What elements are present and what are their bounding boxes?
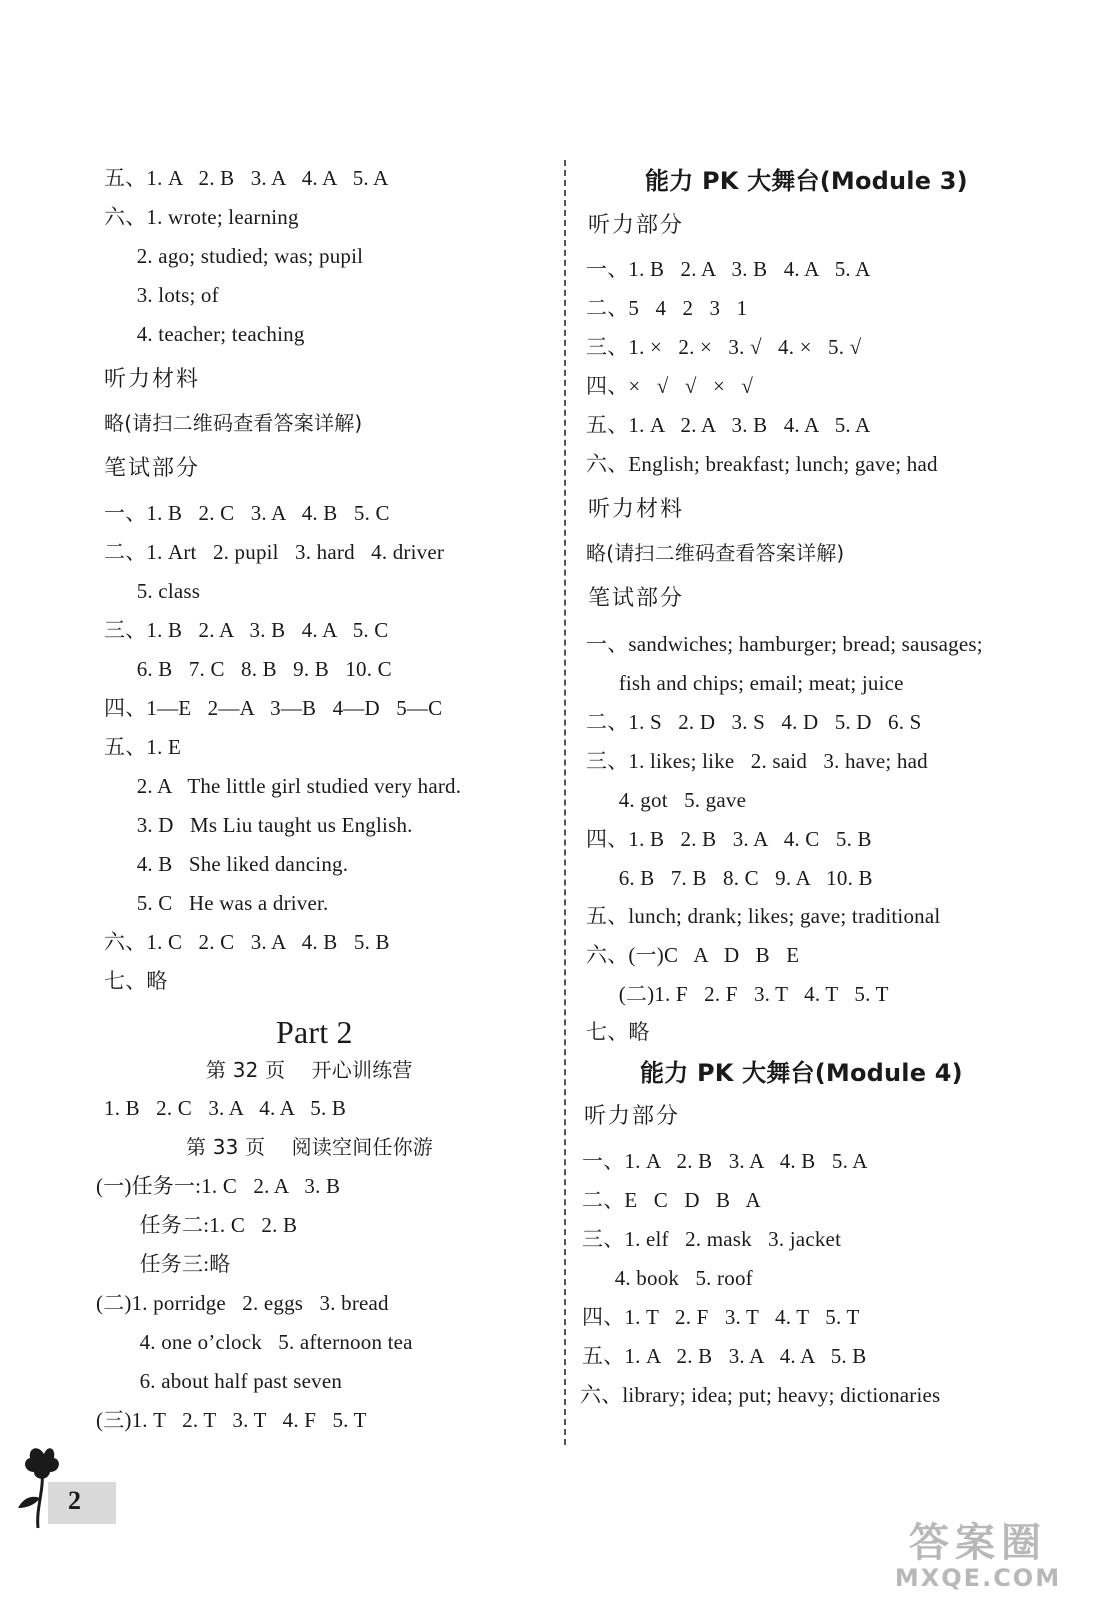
left-column-line: 一、1. B 2. C 3. A 4. B 5. C: [104, 501, 390, 525]
right-column-line: 六、library; idea; put; heavy; dictionaries: [580, 1383, 941, 1407]
left-column-line: 4. teacher; teaching: [104, 322, 305, 346]
right-column-line: 能力 PK 大舞台(Module 4): [640, 1059, 963, 1087]
right-column-line: 六、(一)C A D B E: [586, 943, 800, 967]
right-column-line: 4. book 5. roof: [582, 1266, 753, 1290]
left-column-line: 四、1—E 2—A 3—B 4—D 5—C: [104, 696, 443, 720]
watermark-logo: 答案圈: [909, 1520, 1047, 1566]
right-column-line: 五、lunch; drank; likes; gave; traditional: [586, 904, 941, 928]
left-column-line: 6. B 7. C 8. B 9. B 10. C: [104, 657, 392, 681]
right-column-line: 能力 PK 大舞台(Module 3): [645, 167, 968, 195]
right-column-line: 听力材料: [588, 497, 685, 522]
right-column-line: 二、5 4 2 3 1: [586, 296, 748, 320]
page-number: 2: [68, 1486, 81, 1515]
left-column-line: 五、1. E: [104, 735, 182, 759]
watermark-url: MXQE.COM: [894, 1564, 1062, 1592]
left-column-line: 笔试部分: [104, 456, 201, 481]
left-column-line: 6. about half past seven: [96, 1369, 343, 1393]
right-column-line: (二)1. F 2. F 3. T 4. T 5. T: [586, 982, 889, 1006]
left-column-line: 略(请扫二维码查看答案详解): [104, 411, 363, 435]
right-column-line: 五、1. A 2. B 3. A 4. A 5. B: [582, 1344, 867, 1368]
left-column-line: 任务三:略: [96, 1252, 231, 1276]
right-column-line: 四、× √ √ × √: [586, 374, 754, 398]
left-column-line: 4. B She liked dancing.: [104, 852, 349, 876]
left-column-line: 3. D Ms Liu taught us English.: [104, 813, 413, 837]
left-column-line: 第 33 页 阅读空间任你游: [186, 1135, 433, 1159]
left-column-line: 六、1. wrote; learning: [104, 205, 299, 229]
right-column-line: 三、1. elf 2. mask 3. jacket: [582, 1227, 842, 1251]
left-column-line: 七、略: [104, 969, 168, 993]
right-column-line: 6. B 7. B 8. C 9. A 10. B: [586, 866, 873, 890]
right-column-line: 三、1. likes; like 2. said 3. have; had: [586, 749, 928, 773]
left-column-line: 5. C He was a driver.: [104, 891, 329, 915]
right-column-line: 听力部分: [584, 1104, 681, 1129]
right-column-line: 笔试部分: [588, 586, 685, 611]
watermark: [878, 1520, 1078, 1592]
left-column-line: 听力材料: [104, 367, 201, 392]
left-column-line: 4. one o’clock 5. afternoon tea: [96, 1330, 413, 1354]
left-column-line: 三、1. B 2. A 3. B 4. A 5. C: [104, 618, 389, 642]
right-column-line: 四、1. B 2. B 3. A 4. C 5. B: [586, 827, 872, 851]
left-column-line: 五、1. A 2. B 3. A 4. A 5. A: [104, 166, 389, 190]
left-column-line: Part 2: [276, 1014, 353, 1050]
column-divider: [564, 160, 566, 1445]
right-column-line: 一、1. B 2. A 3. B 4. A 5. A: [586, 257, 871, 281]
left-column-line: 3. lots; of: [104, 283, 219, 307]
right-column-line: 三、1. × 2. × 3. √ 4. × 5. √: [586, 335, 862, 359]
right-column-line: 一、1. A 2. B 3. A 4. B 5. A: [582, 1149, 868, 1173]
page-number-badge: [8, 1438, 118, 1530]
right-column-line: fish and chips; email; meat; juice: [586, 671, 904, 695]
left-column-line: 1. B 2. C 3. A 4. A 5. B: [104, 1096, 347, 1120]
right-column-line: 听力部分: [588, 213, 685, 238]
right-column-line: 一、sandwiches; hamburger; bread; sausages;: [586, 632, 983, 656]
left-column-line: 5. class: [104, 579, 201, 603]
left-column-line: 第 32 页 开心训练营: [206, 1058, 413, 1082]
left-column-line: (三)1. T 2. T 3. T 4. F 5. T: [96, 1408, 367, 1432]
right-column-line: 五、1. A 2. A 3. B 4. A 5. A: [586, 413, 871, 437]
right-column-line: 六、English; breakfast; lunch; gave; had: [586, 452, 938, 476]
left-column-line: 任务二:1. C 2. B: [96, 1213, 298, 1237]
left-column-line: (一)任务一:1. C 2. A 3. B: [96, 1174, 341, 1198]
left-column-line: 六、1. C 2. C 3. A 4. B 5. B: [104, 930, 390, 954]
rose-icon: [8, 1438, 118, 1530]
left-column-line: 二、1. Art 2. pupil 3. hard 4. driver: [104, 540, 445, 564]
right-column-line: 二、1. S 2. D 3. S 4. D 5. D 6. S: [586, 710, 922, 734]
right-column-line: 略(请扫二维码查看答案详解): [586, 541, 845, 565]
left-column-line: (二)1. porridge 2. eggs 3. bread: [96, 1291, 389, 1315]
left-column-line: 2. A The little girl studied very hard.: [104, 774, 462, 798]
right-column-line: 4. got 5. gave: [586, 788, 747, 812]
left-column-line: 2. ago; studied; was; pupil: [104, 244, 364, 268]
right-column-line: 二、E C D B A: [582, 1188, 761, 1212]
right-column-line: 七、略: [586, 1020, 650, 1044]
right-column-line: 四、1. T 2. F 3. T 4. T 5. T: [582, 1305, 860, 1329]
